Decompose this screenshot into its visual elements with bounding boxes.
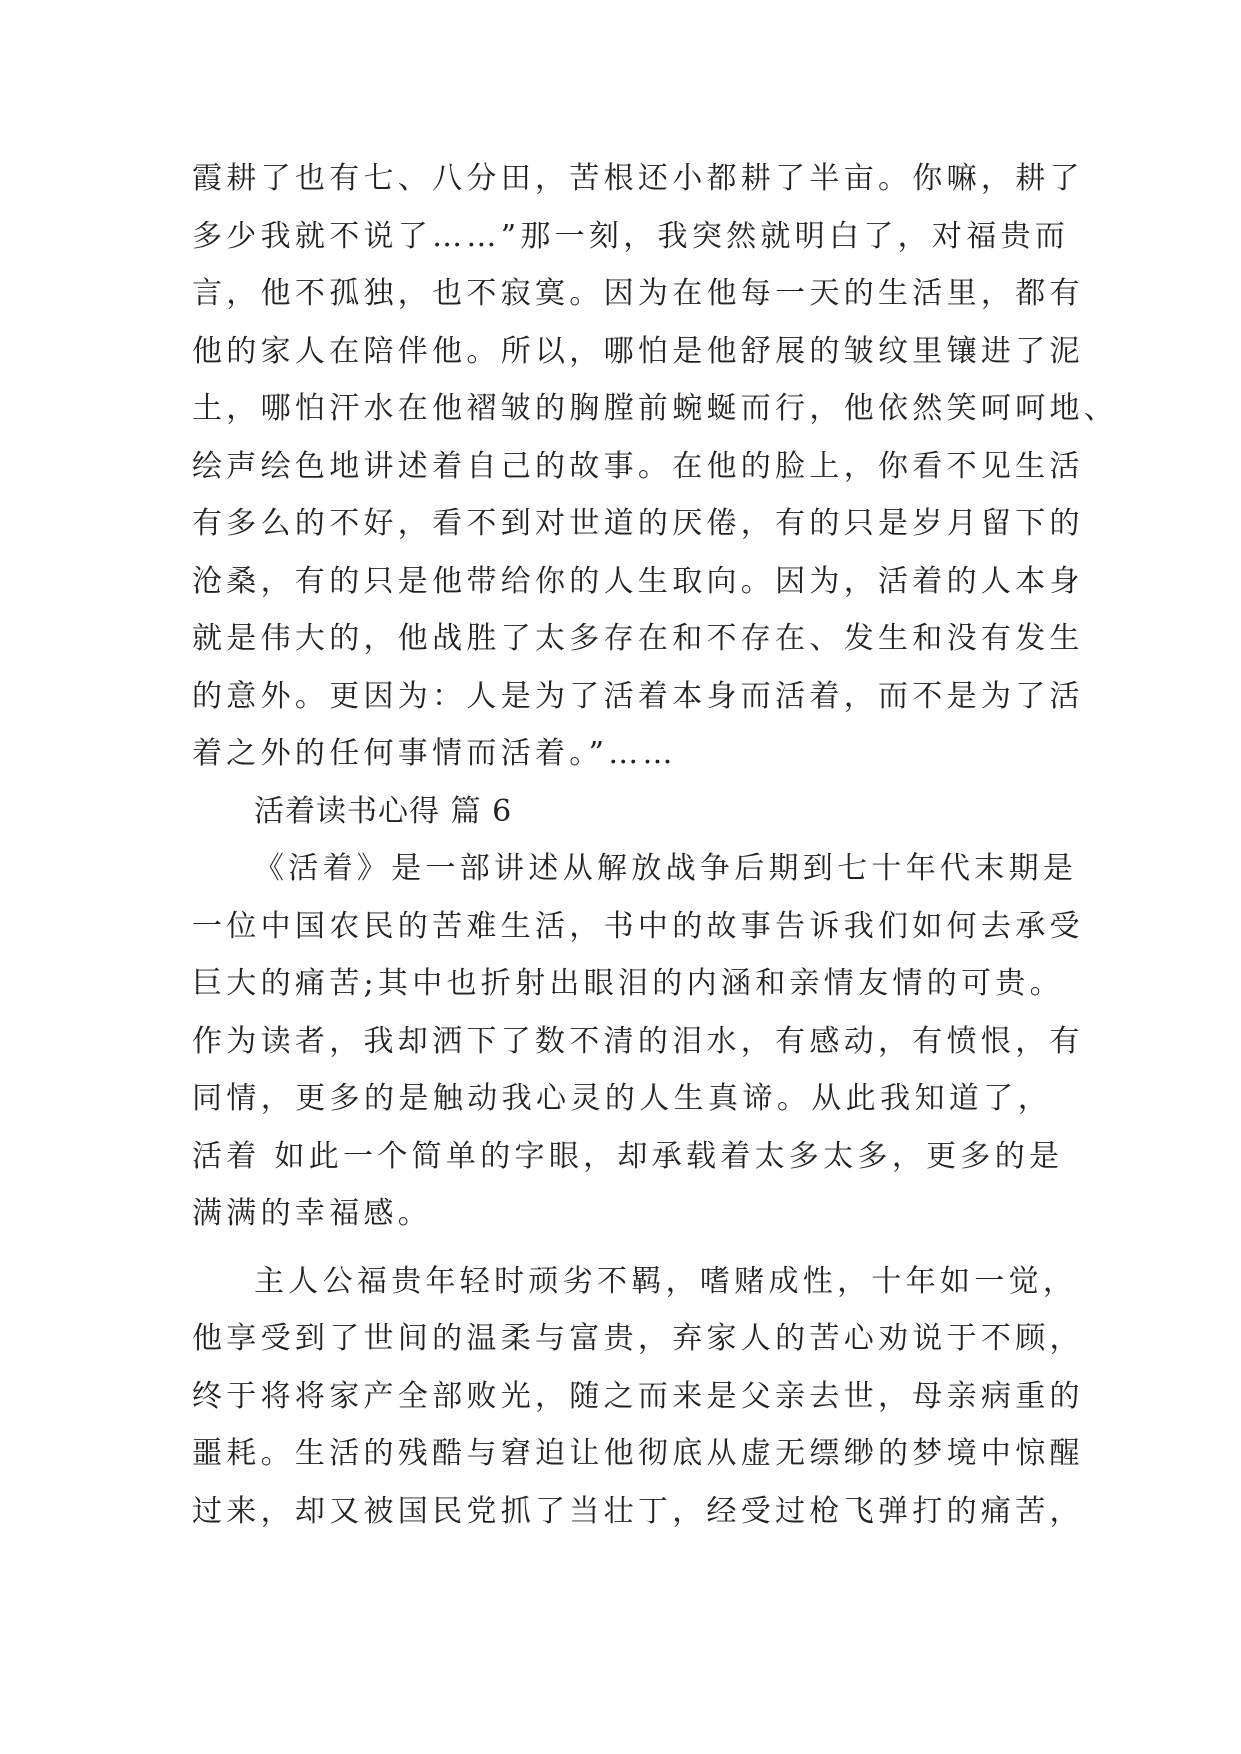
- text-line: 一位中国农民的苦难生活，书中的故事告诉我们如何去承受: [192, 908, 1084, 944]
- text-line: 同情，更多的是触动我心灵的人生真谛。从此我知道了，: [192, 1081, 1052, 1116]
- text-line: 多少我就不说了……”那一刻，我突然就明白了，对福贵而: [192, 218, 1070, 254]
- text-line: 言，他不孤独，也不寂寞。因为在他每一天的生活里，都有: [192, 276, 1084, 311]
- section-heading: 活着读书心得 篇 6: [254, 793, 513, 829]
- text-line: 着之外的任何事情而活着。”……: [192, 736, 677, 771]
- text-line: 有多么的不好，看不到对世道的厌倦，有的只是岁月留下的: [192, 506, 1084, 541]
- paragraph-gap: [192, 1243, 1052, 1253]
- text-line: 主人公福贵年轻时顽劣不羁，嗜赌成性，十年如一觉，: [254, 1263, 1078, 1299]
- text-line: 土，哪怕汗水在他褶皱的胸膛前蜿蜒而行，他依然笑呵呵地、: [192, 391, 1119, 426]
- text-line: 霞耕了也有七、八分田，苦根还小都耕了半亩。你嘛，耕了: [192, 161, 1084, 196]
- text-line: 绘声绘色地讲述着自己的故事。在他的脸上，你看不见生活: [192, 448, 1084, 484]
- text-line: 作为读者，我却洒下了数不清的泪水，有感动，有愤恨，有: [192, 1023, 1084, 1059]
- text-line: 巨大的痛苦;其中也折射出眼泪的内涵和亲情友情的可贵。: [192, 966, 1064, 1001]
- text-line: 他享受到了世间的温柔与富贵，弃家人的苦心劝说于不顾，: [192, 1321, 1084, 1356]
- text-line: 终于将将家产全部败光，随之而来是父亲去世，母亲病重的: [192, 1378, 1084, 1414]
- text-line: 就是伟大的，他战胜了太多存在和不存在、发生和没有发生: [192, 621, 1084, 656]
- text-line: 沧桑，有的只是他带给你的人生取向。因为，活着的人本身: [192, 563, 1084, 599]
- text-line: 的意外。更因为：人是为了活着本身而活着，而不是为了活: [192, 678, 1084, 714]
- text-line: 满满的幸福感。: [192, 1196, 433, 1231]
- text-line: 活着 如此一个简单的字眼，却承载着太多太多，更多的是: [192, 1138, 1064, 1174]
- text-line: 《活着》是一部讲述从解放战争后期到七十年代末期是: [254, 851, 1078, 886]
- body-text: [192, 150, 1119, 1540]
- text-line: 他的家人在陪伴他。所以，哪怕是他舒展的皱纹里镶进了泥: [192, 333, 1084, 369]
- text-line: 过来，却又被国民党抓了当壮丁，经受过枪飞弹打的痛苦，: [192, 1493, 1084, 1529]
- text-line: 噩耗。生活的残酷与窘迫让他彻底从虚无缥缈的梦境中惊醒: [192, 1436, 1084, 1471]
